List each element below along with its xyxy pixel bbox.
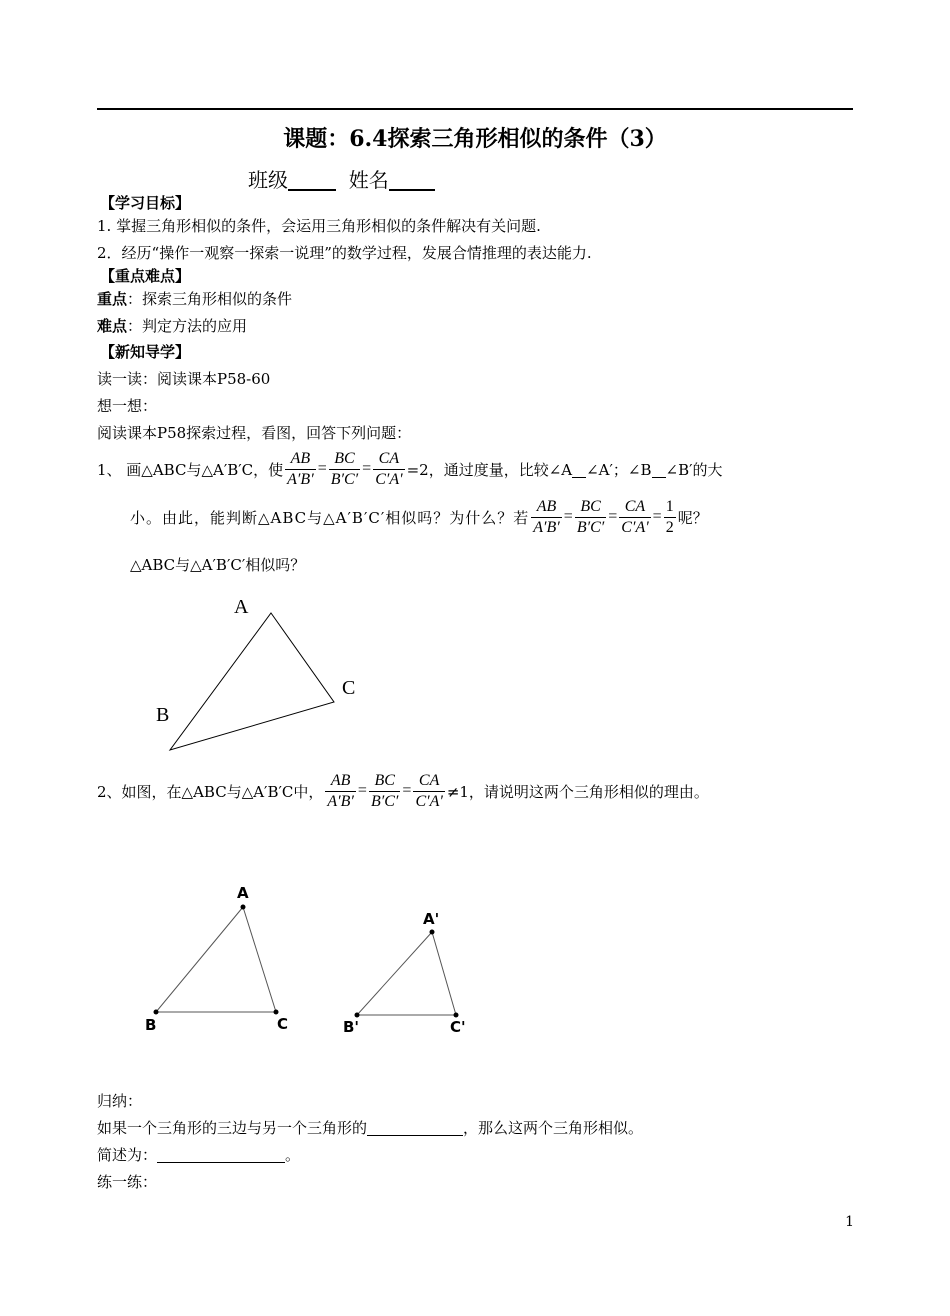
difficulty-text: ：判定方法的应用 bbox=[127, 317, 248, 335]
goals-heading: 【学习目标】 bbox=[100, 194, 191, 212]
goal-2: 2．经历“操作一观察一探索一说理”的数学过程，发展合情推理的表达能力. bbox=[97, 244, 592, 262]
triangle-abc-2 bbox=[156, 907, 276, 1012]
q1b-fraction-ab: $\frac{AB}{A'B'}$ bbox=[533, 497, 560, 536]
q1-line2-end: 呢？ bbox=[677, 508, 708, 527]
q1-b-end: ∠B′的大 bbox=[665, 460, 723, 479]
think-line: 想一想： bbox=[97, 397, 158, 415]
key-text: ：探索三角形相似的条件 bbox=[127, 290, 293, 308]
q1-a-prime: ∠A′；∠B bbox=[586, 460, 652, 479]
q1-fraction-ab: $\frac{AB}{A'B'}$ bbox=[287, 449, 314, 488]
fig1-label-a: A bbox=[234, 596, 249, 618]
summary-heading: 归纳： bbox=[97, 1092, 143, 1110]
page-title: 课题：6.4探索三角形相似的条件（3） bbox=[283, 126, 667, 152]
read-book-line: 阅读课本P58探索过程，看图，回答下列问题： bbox=[97, 424, 412, 442]
summary-blank-1 bbox=[367, 1119, 463, 1136]
q2-fraction-ab: $\frac{AB}{A'B'}$ bbox=[327, 771, 354, 810]
goal-1: 1. 掌握三角形相似的条件，会运用三角形相似的条件解决有关问题. bbox=[97, 217, 541, 235]
q1-fraction-half: $\frac{1}{2}$ bbox=[665, 497, 674, 536]
class-label: 班级 bbox=[248, 168, 288, 192]
point-c-prime bbox=[454, 1013, 459, 1018]
q1-mid: =2，通过度量，比较∠A bbox=[406, 460, 573, 479]
q1-line1: 1、 画△ABC与△A′B′C，使 $\frac{AB}{A'B'}$ = $\frac{BC}{B'C'}$ = $\frac{CA}{C'A'}$ =2，通过度量，比较∠A ∠A′；∠B ∠B′的大 bbox=[97, 449, 723, 488]
q2-suffix: ≠1，请说明这两个三角形相似的理由。 bbox=[446, 782, 709, 801]
fig2-label-c: C bbox=[277, 1015, 289, 1033]
point-c bbox=[274, 1010, 279, 1015]
q1b-fraction-ca: $\frac{CA}{C'A'}$ bbox=[621, 497, 649, 536]
point-a bbox=[241, 905, 246, 910]
q1-line2-pre: 小。由此，能判断△ABC与△A′B′C′相似吗？为什么？若 bbox=[130, 508, 530, 527]
read-line: 读一读：阅读课本P58-60 bbox=[97, 370, 271, 388]
triangle-abc-prime bbox=[357, 932, 456, 1015]
key-label: 重点 bbox=[97, 290, 128, 308]
q1-line2: 小。由此，能判断△ABC与△A′B′C′相似吗？为什么？若 $\frac{AB}{A'B'}$ = $\frac{BC}{B'C'}$ = $\frac{CA}{C'A'}$ = $\frac{1}{2}$ 呢？ bbox=[130, 497, 708, 536]
fig2-label-c-prime: C' bbox=[450, 1018, 466, 1036]
name-label: 姓名 bbox=[348, 168, 389, 192]
q1-fraction-ca: $\frac{CA}{C'A'}$ bbox=[375, 449, 403, 488]
difficulty-label: 难点 bbox=[97, 317, 128, 335]
fig2-label-b: B bbox=[145, 1016, 157, 1034]
q2-prefix: 2、如图，在△ABC与△A′B′C中， bbox=[97, 782, 324, 801]
point-b bbox=[154, 1010, 159, 1015]
fig1-label-b: B bbox=[156, 704, 170, 726]
point-a-prime bbox=[430, 930, 435, 935]
q1-prefix: 1、 画△ABC与△A′B′C，使 bbox=[97, 460, 284, 479]
fig2-label-a-prime: A' bbox=[423, 910, 440, 928]
fig2-label-a: A bbox=[237, 884, 249, 902]
q1b-fraction-bc: $\frac{BC}{B'C'}$ bbox=[576, 497, 605, 536]
fig1-label-c: C bbox=[342, 677, 356, 699]
q2-fraction-bc: $\frac{BC}{B'C'}$ bbox=[370, 771, 399, 810]
q2-fraction-ca: $\frac{CA}{C'A'}$ bbox=[415, 771, 443, 810]
fig2-label-b-prime: B' bbox=[343, 1018, 360, 1036]
page-number: 1 bbox=[845, 1214, 854, 1230]
point-b-prime bbox=[355, 1013, 360, 1018]
new-heading: 【新知导学】 bbox=[100, 343, 191, 361]
q1-fraction-bc: $\frac{BC}{B'C'}$ bbox=[330, 449, 359, 488]
summary-line-1: 如果一个三角形的三边与另一个三角形的 ，那么这两个三角形相似。 bbox=[97, 1119, 644, 1137]
q2-line: 2、如图，在△ABC与△A′B′C中， $\frac{AB}{A'B'}$ = $\frac{BC}{B'C'}$ = $\frac{CA}{C'A'}$ ≠1，请说明这两个三角形相似的理由。 bbox=[97, 771, 709, 810]
q1-line3: △ABC与△A′B′C′相似吗？ bbox=[130, 556, 306, 574]
summary-blank-2 bbox=[157, 1146, 285, 1163]
key-heading: 【重点难点】 bbox=[100, 267, 191, 285]
practice-line: 练一练： bbox=[97, 1173, 158, 1191]
summary-line-2: 简述为： 。 bbox=[97, 1146, 301, 1164]
